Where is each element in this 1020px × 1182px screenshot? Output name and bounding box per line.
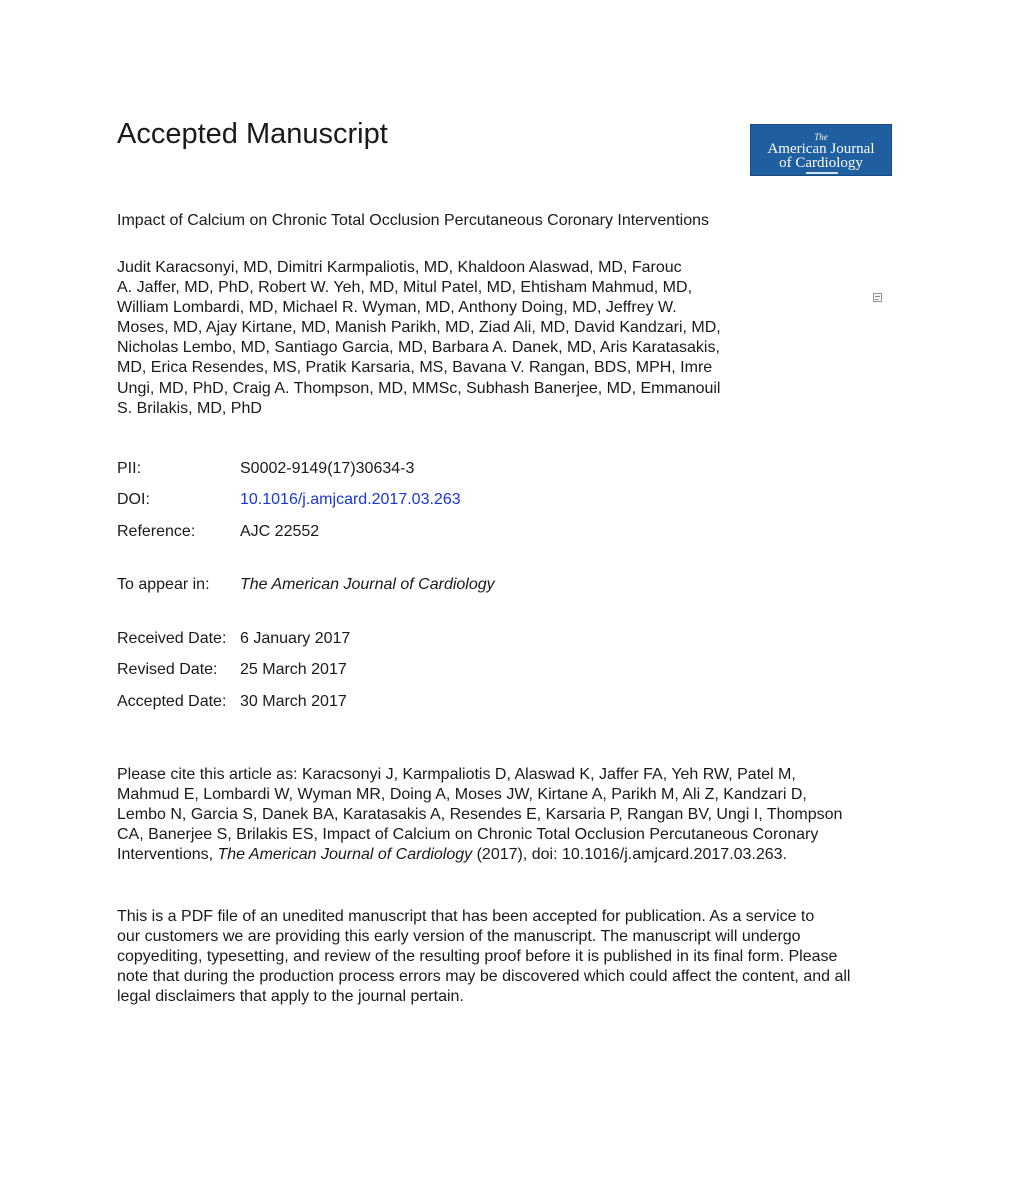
author-line: A. Jaffer, MD, PhD, Robert W. Yeh, MD, Mitul Patel, MD, Ehtisham Mahmud, MD, <box>117 279 693 297</box>
article-title: Impact of Calcium on Chronic Total Occlusion Percutaneous Coronary Interventions <box>117 212 709 229</box>
author-line: Ungi, MD, PhD, Craig A. Thompson, MD, MMSc, Subhash Banerjee, MD, Emmanouil <box>117 379 721 397</box>
author-list <box>117 258 757 419</box>
journal-logo-rule <box>806 172 838 174</box>
appear-label: To appear in: <box>117 576 210 593</box>
received-label: Received Date: <box>117 630 227 647</box>
doi-label: DOI: <box>117 491 150 508</box>
revised-label: Revised Date: <box>117 661 218 678</box>
appear-value: The American Journal of Cardiology <box>240 576 495 593</box>
citation-prefix: Interventions, <box>117 846 218 863</box>
citation-block <box>117 765 897 865</box>
citation-line: Please cite this article as: Karacsonyi J, Karmpaliotis D, Alaswad K, Jaffer FA, Yeh RW, Patel M, <box>117 766 796 783</box>
disclaimer-line: copyediting, typesetting, and review of the resulting proof before it is published in its final form. Please <box>117 948 838 965</box>
accepted-label: Accepted Date: <box>117 693 227 710</box>
disclaimer-block <box>117 907 897 1007</box>
journal-logo-line2: of Cardiology <box>779 155 863 171</box>
disclaimer-line: This is a PDF file of an unedited manuscript that has been accepted for publication. As a service to <box>117 908 815 925</box>
disclaimer-line: our customers we are providing this early version of the manuscript. The manuscript will undergo <box>117 928 801 945</box>
disclaimer-line: legal disclaimers that apply to the journal pertain. <box>117 988 464 1005</box>
author-line: Nicholas Lembo, MD, Santiago Garcia, MD, Barbara A. Danek, MD, Aris Karatasakis, <box>117 339 720 357</box>
attachment-icon[interactable] <box>873 293 882 302</box>
author-line: S. Brilakis, MD, PhD <box>117 399 262 417</box>
author-line: Moses, MD, Ajay Kirtane, MD, Manish Parikh, MD, Ziad Ali, MD, David Kandzari, MD, <box>117 319 721 337</box>
citation-suffix: (2017), doi: 10.1016/j.amjcard.2017.03.263. <box>472 846 788 863</box>
author-line: MD, Erica Resendes, MS, Pratik Karsaria, MS, Bavana V. Rangan, BDS, MPH, Imre <box>117 359 713 377</box>
citation-line: Mahmud E, Lombardi W, Wyman MR, Doing A, Moses JW, Kirtane A, Parikh M, Ali Z, Kandzari D, <box>117 786 807 803</box>
revised-value: 25 March 2017 <box>240 661 347 678</box>
doi-link[interactable]: 10.1016/j.amjcard.2017.03.263 <box>240 491 461 508</box>
disclaimer-line: note that during the production process errors may be discovered which could affect the content, and all <box>117 968 851 985</box>
pii-label: PII: <box>117 460 142 477</box>
pii-value: S0002-9149(17)30634-3 <box>240 460 415 477</box>
accepted-value: 30 March 2017 <box>240 693 347 710</box>
journal-logo <box>750 124 892 176</box>
received-value: 6 January 2017 <box>240 630 351 647</box>
author-line: Judit Karacsonyi, MD, Dimitri Karmpaliotis, MD, Khaldoon Alaswad, MD, Farouc <box>117 259 682 276</box>
page-heading: Accepted Manuscript <box>117 118 388 150</box>
citation-line: CA, Banerjee S, Brilakis ES, Impact of Calcium on Chronic Total Occlusion Percutaneous Coronary <box>117 826 819 843</box>
citation-line-last <box>117 845 897 865</box>
citation-journal: The American Journal of Cardiology <box>217 846 473 863</box>
reference-value: AJC 22552 <box>240 523 320 540</box>
citation-line: Lembo N, Garcia S, Danek BA, Karatasakis A, Resendes E, Karsaria P, Rangan BV, Ungi I, Thompson <box>117 806 843 823</box>
reference-label: Reference: <box>117 523 196 540</box>
author-line: William Lombardi, MD, Michael R. Wyman, MD, Anthony Doing, MD, Jeffrey W. <box>117 299 677 317</box>
journal-logo-line1: American Journal <box>767 141 875 157</box>
journal-logo-the: The <box>814 132 828 142</box>
